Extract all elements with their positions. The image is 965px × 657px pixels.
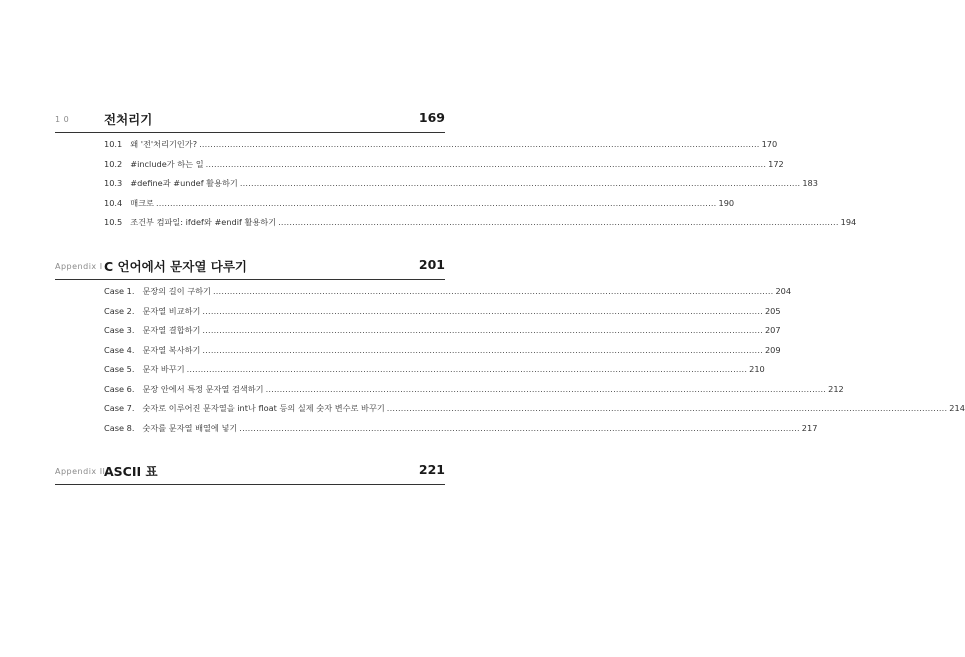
entry-number: 10.1 xyxy=(104,139,123,149)
entry-page: 212 xyxy=(828,383,844,394)
chapter-title: 전처리기 xyxy=(104,112,153,127)
entry-title: #include가 하는 일 xyxy=(130,158,204,169)
appendix-label: Appendix I xyxy=(55,262,103,271)
chapter-page: 169 xyxy=(418,110,445,125)
toc-entry[interactable] xyxy=(104,403,965,423)
toc-entry[interactable] xyxy=(104,178,818,198)
entry-title: 문자열 결합하기 xyxy=(142,325,201,335)
toc-entry[interactable] xyxy=(104,325,781,345)
entry-title: 문자 바꾸기 xyxy=(142,364,185,374)
entry-number: Case 3. xyxy=(104,325,135,335)
appendix-page: 221 xyxy=(418,462,445,477)
entry-number: Case 1. xyxy=(104,286,135,296)
entry-page: 207 xyxy=(764,325,781,335)
entry-number: 10.3 xyxy=(104,178,123,188)
dot-leader xyxy=(278,217,839,227)
dot-leader xyxy=(239,423,800,433)
dot-leader xyxy=(206,159,767,169)
entry-title: 조건부 컴파일: ifdef와 #endif 활용하기 xyxy=(130,217,277,227)
chapter-number: 1 0 xyxy=(55,115,70,124)
dot-leader xyxy=(199,139,760,149)
entry-title: 문장 안에서 특정 문자열 검색하기 xyxy=(142,383,264,394)
dot-leader xyxy=(202,345,763,355)
toc-entry[interactable] xyxy=(104,305,781,326)
entry-title: 왜 '전'처리기인가? xyxy=(130,139,198,149)
entry-title: #define과 #undef 활용하기 xyxy=(130,178,238,188)
appendix-title: ASCII 표 xyxy=(104,464,158,479)
entry-page: 204 xyxy=(775,286,792,296)
dot-leader xyxy=(202,325,763,335)
entry-page: 170 xyxy=(761,139,778,149)
entry-number: 10.4 xyxy=(104,197,123,208)
entry-number: Case 7. xyxy=(104,403,135,413)
entry-page: 190 xyxy=(718,197,735,208)
toc-entry[interactable] xyxy=(104,422,818,443)
toc-entry[interactable] xyxy=(104,158,784,179)
entry-title: 숫자를 문자열 배열에 넣기 xyxy=(142,422,238,433)
entry-title: 문장의 길이 구하기 xyxy=(142,286,211,296)
toc-entry[interactable] xyxy=(104,139,778,159)
toc-entry[interactable] xyxy=(104,217,857,237)
entry-title: 문자열 비교하기 xyxy=(142,305,201,316)
entry-page: 209 xyxy=(764,344,781,355)
appendix-title: C 언어에서 문자열 다루기 xyxy=(104,259,247,274)
entry-number: Case 8. xyxy=(104,422,135,433)
dot-leader xyxy=(156,198,717,208)
appendix-rule xyxy=(55,279,445,280)
dot-leader xyxy=(202,306,763,316)
entry-title: 숫자로 이루어진 문자열을 int나 float 등의 실제 숫자 변수로 바꾸기 xyxy=(142,403,385,413)
toc-entry[interactable] xyxy=(104,364,765,384)
appendix-rule xyxy=(55,484,445,485)
entry-number: Case 4. xyxy=(104,344,135,355)
toc-entry[interactable] xyxy=(104,344,781,365)
entry-page: 205 xyxy=(764,305,781,316)
entry-page: 214 xyxy=(949,403,965,413)
appendix-page: 201 xyxy=(418,257,445,272)
dot-leader xyxy=(213,286,774,296)
entry-title: 매크로 xyxy=(130,197,154,208)
appendix-entries xyxy=(104,286,965,442)
entry-number: 10.5 xyxy=(104,217,123,227)
entry-number: Case 6. xyxy=(104,383,135,394)
entry-page: 194 xyxy=(840,217,857,227)
entry-number: Case 2. xyxy=(104,305,135,316)
entry-page: 217 xyxy=(801,422,818,433)
entry-page: 183 xyxy=(802,178,818,188)
entry-title: 문자열 복사하기 xyxy=(142,344,201,355)
toc-entry[interactable] xyxy=(104,197,735,218)
appendix-label: Appendix II xyxy=(55,467,106,476)
dot-leader xyxy=(240,178,801,188)
toc-entry[interactable] xyxy=(104,286,792,306)
dot-leader xyxy=(387,403,948,413)
entry-number: Case 5. xyxy=(104,364,135,374)
chapter-entries xyxy=(104,139,857,237)
chapter-rule xyxy=(55,132,445,133)
entry-number: 10.2 xyxy=(104,158,123,169)
toc-entry[interactable] xyxy=(104,383,844,404)
dot-leader xyxy=(266,384,827,394)
dot-leader xyxy=(187,364,748,374)
entry-page: 172 xyxy=(768,158,784,169)
entry-page: 210 xyxy=(749,364,765,374)
